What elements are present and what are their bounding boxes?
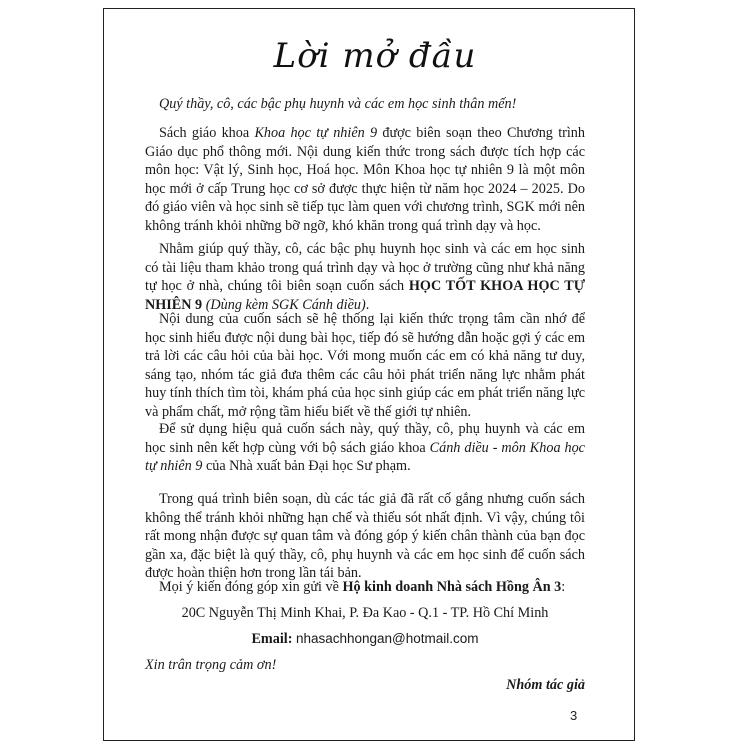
p4-text-c: của Nhà xuất bản Đại học Sư phạm.: [202, 458, 411, 474]
closing-text: Xin trân trọng cảm ơn!: [145, 657, 277, 673]
p2-text-d: .: [365, 296, 370, 313]
p4-text-a: Để sử dụng hiệu quả cuốn sách này, quý thầy, cô, phụ huynh và các em học sinh nên kết hợp cùng với bộ sách giáo khoa: [145, 421, 585, 456]
p6-publisher: Hộ kinh doanh Nhà sách Hồng Ân 3: [342, 579, 562, 595]
p5-text: Trong quá trình biên soạn, dù các tác giả đã rất cố gắng nhưng cuốn sách không thể tránh khỏi những hạn chế và thiếu sót nhất định. Vì vậy, chúng tôi rất mong nhận được sự quan tâm và đóng góp ý kiến chân thành của bạn đọc gần xa, đặc biệt là quý thầy, cô, phụ huynh và các em học sinh để cuốn sách được hoàn thiện hơn trong lần tái bản.: [145, 491, 585, 581]
paragraph-4: [145, 420, 585, 476]
paragraph-2: [145, 240, 585, 314]
paragraph-3: [145, 310, 585, 421]
email-label: Email:: [251, 631, 293, 647]
p3-text: Nội dung của cuốn sách sẽ hệ thống lại kiến thức trọng tâm cần nhớ để học sinh hiểu được nội dung bài học, tiếp đó sẽ hướng dẫn hoặc gợi ý các em trả lời các câu hỏi của bài học. Với mong muốn các em có khả năng tư duy, sáng tạo, nhóm tác giả đưa thêm các câu hỏi phát triển năng lực nhằm phát huy tính thích tìm tòi, khám phá của học sinh giúp các em phát triển năng lực và phẩm chất, mở rộng tầm hiểu biết về thế giới tự nhiên.: [145, 311, 585, 420]
signature-text: Nhóm tác giả: [506, 677, 585, 693]
paragraph-6: [145, 578, 585, 597]
p2-text-a: Nhằm giúp quý thầy, cô, các bậc phụ huynh học sinh và các em học sinh có tài liệu tham khảo trong quá trình dạy và học ở trường cũng như khả năng tự học ở nhà, chúng tôi biên soạn cuốn sách: [145, 241, 585, 294]
page-number: 3: [570, 708, 578, 723]
p6-text-c: :: [561, 579, 566, 595]
greeting-text: Quý thầy, cô, các bậc phụ huynh và các em học sinh thân mến!: [159, 96, 517, 112]
paragraph-5: [145, 490, 585, 583]
p2-book-title: HỌC TỐT KHOA HỌC TỰ NHIÊN 9: [145, 278, 585, 313]
p1-text-c: được biên soạn theo Chương trình Giáo dục phổ thông mới. Nội dung kiến thức trong sách được tích hợp các môn học: Vật lý, Sinh học, Hoá học. Môn Khoa học tự nhiên 9 là một môn học mới ở cấp Trung học cơ sở được thực hiện từ năm học 2024 – 2025. Do đó giáo viên và học sinh sẽ tiếp tục làm quen với chương trình, SGK mới nên không tránh khỏi những bỡ ngỡ, khó khăn trong quá trình dạy và học.: [145, 125, 585, 234]
address-line: [145, 604, 585, 623]
p6-text-a: Mọi ý kiến đóng góp xin gửi về: [159, 579, 343, 595]
p1-text-a: Sách giáo khoa: [159, 125, 255, 141]
p1-text-b: Khoa học tự nhiên 9: [254, 125, 378, 141]
signature: [145, 676, 585, 695]
email-line: [145, 630, 585, 649]
closing: [145, 656, 585, 675]
p4-text-b: Cánh diều - môn Khoa học tự nhiên 9: [145, 439, 585, 474]
page-title: Lời mở đầu: [273, 36, 477, 76]
email-address: nhasachhongan@hotmail.com: [295, 631, 479, 646]
paragraph-1: [145, 124, 585, 235]
greeting: [145, 95, 585, 114]
p2-text-c: (Dùng kèm SGK Cánh diều): [205, 296, 366, 313]
address-text: 20C Nguyễn Thị Minh Khai, P. Đa Kao - Q.1 - TP. Hồ Chí Minh: [181, 605, 549, 621]
